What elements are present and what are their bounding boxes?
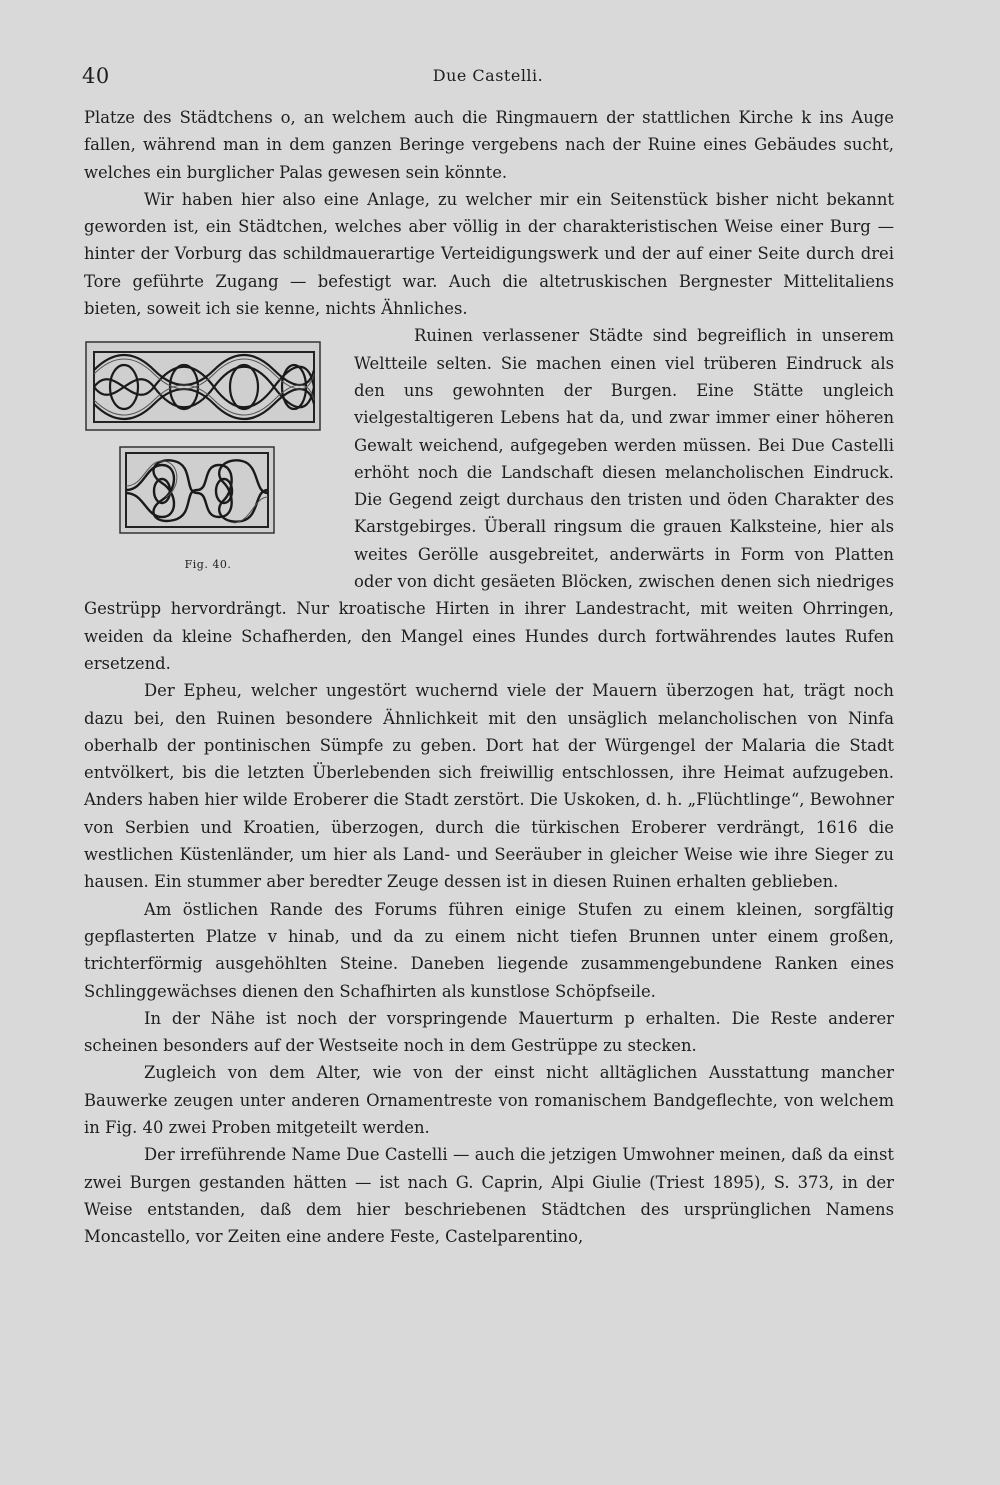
body-text — [84, 104, 894, 1250]
paragraph-6: In der Nähe ist noch der vorspringende Mauerturm p erhalten. Die Reste anderer scheinen besonders auf der Westseite noch in dem Gestrüppe zu stecken. — [84, 1008, 894, 1056]
upper-ornament-image — [84, 340, 324, 435]
figure-40 — [84, 326, 332, 578]
lower-ornament-image — [84, 445, 324, 545]
paragraph-3: Ruinen verlassener Städte sind begreiflich in unserem Weltteile selten. Sie machen einen viel trüberen Eindruck als den uns gewohnten der Burgen. Eine Stätte ungleich vielgestaltigeren Lebens hat da, und zwar immer einer höheren Gewalt weichend, aufgegeben werden müssen. Bei Due Castelli erhöht noch die Landschaft diesen melancholischen Eindruck. Die Gegend zeigt durchaus den tristen und öden Charakter des Karstgebirges. Überall ringsum die grauen Kalksteine, hier als weites Gerölle ausgebreitet, anderwärts in Form von Platten oder von dicht gesäeten Blöcken, zwischen denen sich niedriges Gestrüpp hervordrängt. Nur kroatische Hirten in ihrer Landestracht, mit weiten Ohrringen, weiden da kleine Schafherden, den Mangel eines Hundes durch fortwährendes lautes Rufen ersetzend. — [84, 326, 894, 673]
figure-caption: Fig. 40. — [184, 558, 232, 572]
page-number: 40 — [82, 64, 110, 88]
running-title: Due Castelli. — [432, 66, 544, 85]
page-header — [82, 64, 894, 94]
paragraph-7: Zugleich von dem Alter, wie von der einst nicht alltäglichen Ausstattung mancher Bauwerke zeugen unter anderen Ornamentreste von romanischem Bandgeflechte, von welchem in Fig. 40 zwei Proben mitgeteilt werden. — [84, 1063, 894, 1137]
paragraph-2: Wir haben hier also eine Anlage, zu welcher mir ein Seitenstück bisher nicht bekannt geworden ist, ein Städtchen, welches aber völlig in der charakteristischen Weise einer Burg — hinter der Vorburg das schildmauerartige Verteidigungswerk und der auf einer Seite durch drei Tore geführte Zugang — befestigt war. Auch die altetruskischen Bergnester Mittelitaliens bieten, soweit ich sie kenne, nichts Ähnliches. — [84, 189, 894, 319]
paragraph-8: Der irreführende Name Due Castelli — auch die jetzigen Umwohner meinen, daß da einst zwei Burgen gestanden hätten — ist nach G. Caprin, Alpi Giulie (Triest 1895), S. 373, in der Weise entstanden, daß dem hier beschriebenen Städtchen des ursprünglichen Namens Moncastello, vor Zeiten eine andere Feste, Castelparentino, — [84, 1145, 894, 1247]
paragraph-4: Der Epheu, welcher ungestört wuchernd viele der Mauern überzogen hat, trägt noch dazu bei, den Ruinen besondere Ähnlichkeit mit den unsäglich melancholischen von Ninfa oberhalb der pontinischen Sümpfe zu geben. Dort hat der Würgengel der Malaria die Stadt entvölkert, bis die letzten Überlebenden sich freiwillig entschlossen, ihre Heimat aufzugeben. Anders haben hier wilde Eroberer die Stadt zerstört. Die Uskoken, d. h. „Flüchtlinge“, Bewohner von Serbien und Kroatien, überzogen, durch die türkischen Eroberer verdrängt, 1616 die westlichen Küstenländer, um hier als Land- und Seeräuber in gleicher Weise wie ihre Sieger zu hausen. Ein stummer aber beredter Zeuge dessen ist in diesen Ruinen erhalten geblieben. — [84, 681, 894, 892]
paragraph-1: Platze des Städtchens o, an welchem auch die Ringmauern der stattlichen Kirche k ins Auge fallen, während man in dem ganzen Beringe vergebens nach der Ruine eines Gebäudes sucht, welches ein burglicher Palas gewesen sein könnte. — [84, 108, 894, 182]
paragraph-5: Am östlichen Rande des Forums führen einige Stufen zu einem kleinen, sorgfältig gepflasterten Platze v hinab, und da zu einem nicht tiefen Brunnen unter einem großen, trichterförmig ausgehöhlten Steine. Daneben liegende zusammengebundene Ranken eines Schlinggewächses dienen den Schafhirten als kunstlose Schöpfseile. — [84, 899, 894, 1001]
